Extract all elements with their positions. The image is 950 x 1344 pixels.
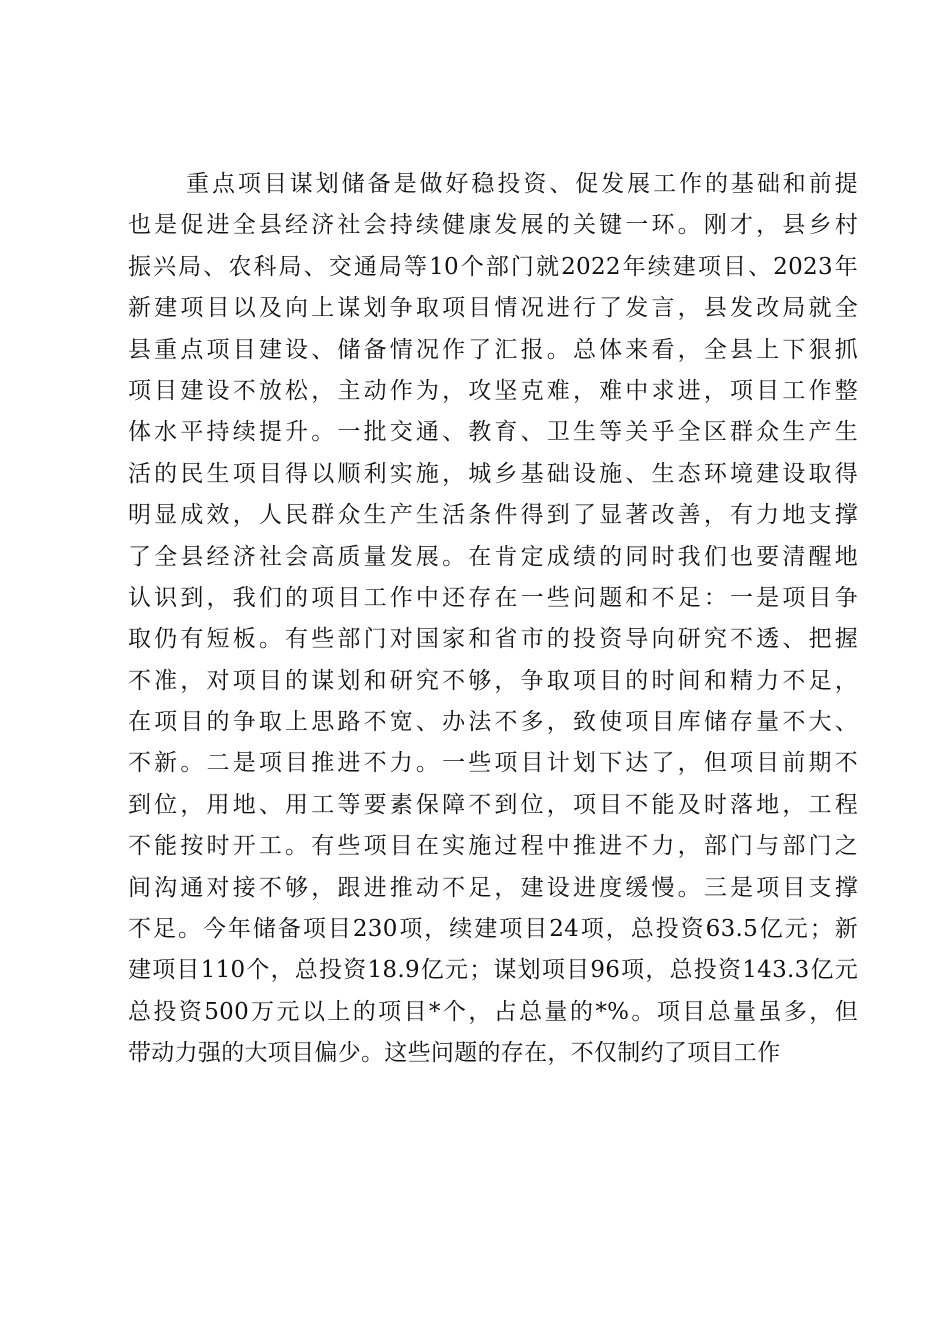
paragraph-line: 不新。二是项目推进不力。一些项目计划下达了，但项目前期不 <box>128 750 858 777</box>
paragraph-line: 不足。今年储备项目230项，续建项目24项，总投资63.5亿元；新 <box>128 916 858 943</box>
paragraph-line: 振兴局、农科局、交通局等10个部门就2022年续建项目、2023年 <box>128 253 858 280</box>
paragraph-line: 总投资500万元以上的项目*个，占总量的*%。项目总量虽多，但 <box>128 998 858 1025</box>
paragraph-line: 取仍有短板。有些部门对国家和省市的投资导向研究不透、把握 <box>128 626 858 653</box>
paragraph-line: 认识到，我们的项目工作中还存在一些问题和不足：一是项目争 <box>128 584 858 611</box>
paragraph-line: 不准，对项目的谋划和研究不够，争取项目的时间和精力不足， <box>128 667 858 694</box>
paragraph-line: 县重点项目建设、储备情况作了汇报。总体来看，全县上下狠抓 <box>128 336 858 363</box>
paragraph-line: 了全县经济社会高质量发展。在肯定成绩的同时我们也要清醒地 <box>128 543 858 570</box>
paragraph-line: 带动力强的大项目偏少。这些问题的存在，不仅制约了项目工作 <box>128 1040 781 1067</box>
paragraph-line: 体水平持续提升。一批交通、教育、卫生等关乎全区群众生产生 <box>128 419 858 446</box>
paragraph-line: 不能按时开工。有些项目在实施过程中推进不力，部门与部门之 <box>128 833 858 860</box>
paragraph-line: 建项目110个，总投资18.9亿元；谋划项目96项，总投资143.3亿元 <box>128 957 858 984</box>
paragraph-line: 也是促进全县经济社会持续健康发展的关键一环。刚才，县乡村 <box>128 212 858 239</box>
paragraph-line: 明显成效，人民群众生产生活条件得到了显著改善，有力地支撑 <box>128 502 858 529</box>
paragraph-line: 到位，用地、用工等要素保障不到位，项目不能及时落地，工程 <box>128 791 858 818</box>
paragraph-line: 活的民生项目得以顺利实施，城乡基础设施、生态环境建设取得 <box>128 460 858 487</box>
paragraph-line: 新建项目以及向上谋划争取项目情况进行了发言，县发改局就全 <box>128 295 858 322</box>
paragraph-line: 项目建设不放松，主动作为，攻坚克难，难中求进，项目工作整 <box>128 377 858 404</box>
paragraph-line: 间沟通对接不够，跟进推动不足，建设进度缓慢。三是项目支撑 <box>128 874 858 901</box>
body-paragraph <box>128 164 858 1075</box>
paragraph-line: 在项目的争取上思路不宽、办法不多，致使项目库储存量不大、 <box>128 709 858 736</box>
paragraph-line: 重点项目谋划储备是做好稳投资、促发展工作的基础和前提 <box>186 171 858 197</box>
